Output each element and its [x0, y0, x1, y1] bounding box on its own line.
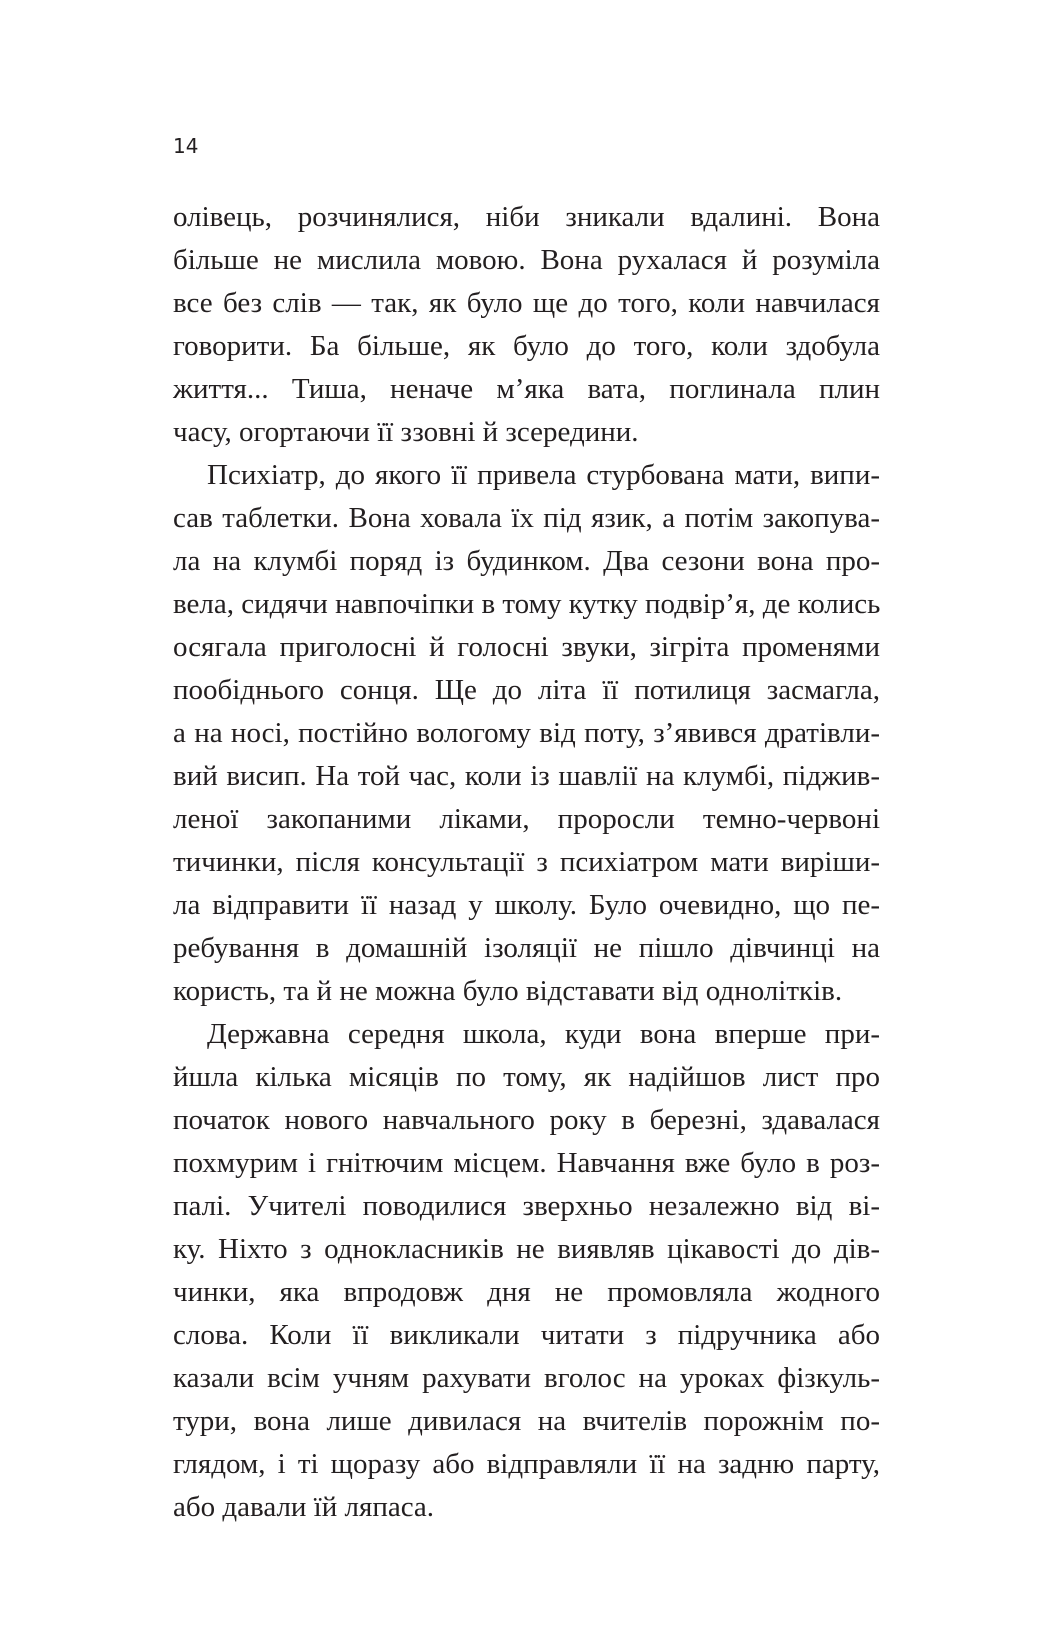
text-line: часу, огортаючи її ззовні й зсередини.: [173, 416, 639, 448]
text-line: олівець, розчинялися, ніби зникали вдалині. Вона: [173, 201, 880, 233]
text-line: казали всім учням рахувати вголос на уроках фізкуль-: [173, 1362, 880, 1394]
text-line: сав таблетки. Вона ховала їх під язик, а потім закопува-: [173, 502, 880, 534]
text-line: палі. Учителі поводилися зверхньо незалежно від ві-: [173, 1190, 880, 1222]
text-line: тури, вона лише дивилася на вчителів порожнім по-: [173, 1405, 880, 1437]
text-line: ребування в домашній ізоляції не пішло дівчинці на: [173, 932, 880, 964]
text-line: або давали їй ляпаса.: [173, 1491, 435, 1523]
text-line: йшла кілька місяців по тому, як надійшов лист про: [173, 1061, 880, 1093]
paragraph: [173, 1013, 880, 1529]
paragraph: [173, 454, 880, 1013]
text-line: пообіднього сонця. Ще до літа її потилиця засмагла,: [173, 674, 880, 706]
text-line: ла відправити її назад у школу. Було очевидно, що пе-: [173, 889, 880, 921]
text-line: Державна середня школа, куди вона вперше при-: [207, 1018, 880, 1050]
text-line: чинки, яка впродовж дня не промовляла жодного: [173, 1276, 880, 1308]
text-line: вий висип. На той час, коли із шавлії на клумбі, піджив-: [173, 760, 880, 792]
text-line: життя... Тиша, неначе м’яка вата, поглинала плин: [173, 373, 880, 405]
text-line: все без слів — так, як було ще до того, коли навчилася: [173, 287, 880, 319]
text-line: тичинки, після консультації з психіатром мати виріши-: [173, 846, 880, 878]
text-line: слова. Коли її викликали читати з підручника або: [173, 1319, 880, 1351]
paragraph: [173, 196, 880, 454]
text-line: ку. Ніхто з однокласників не виявляв цікавості до дів-: [173, 1233, 880, 1265]
text-line: глядом, і ті щоразу або відправляли її на задню парту,: [173, 1448, 880, 1480]
body-text: [173, 196, 880, 1529]
text-line: вела, сидячи навпочіпки в тому кутку подвір’я, де колись: [173, 588, 881, 620]
text-line: а на носі, постійно вологому від поту, з’явився дратівли-: [173, 717, 880, 749]
text-line: початок нового навчального року в березні, здавалася: [173, 1104, 880, 1136]
text-line: осягала приголосні й голосні звуки, зігріта променями: [173, 631, 880, 663]
text-line: похмурим і гнітючим місцем. Навчання вже було в роз-: [173, 1147, 880, 1179]
text-line: користь, та й не можна було відставати від однолітків.: [173, 975, 843, 1007]
text-line: леної закопаними ліками, проросли темно-червоні: [173, 803, 880, 835]
text-line: ла на клумбі поряд із будинком. Два сезони вона про-: [173, 545, 880, 577]
text-line: говорити. Ба більше, як було до того, коли здобула: [173, 330, 880, 362]
text-line: більше не мислила мовою. Вона рухалася й розуміла: [173, 244, 880, 276]
text-line: Психіатр, до якого її привела стурбована мати, випи-: [207, 459, 880, 491]
page-number: 14: [173, 134, 199, 158]
